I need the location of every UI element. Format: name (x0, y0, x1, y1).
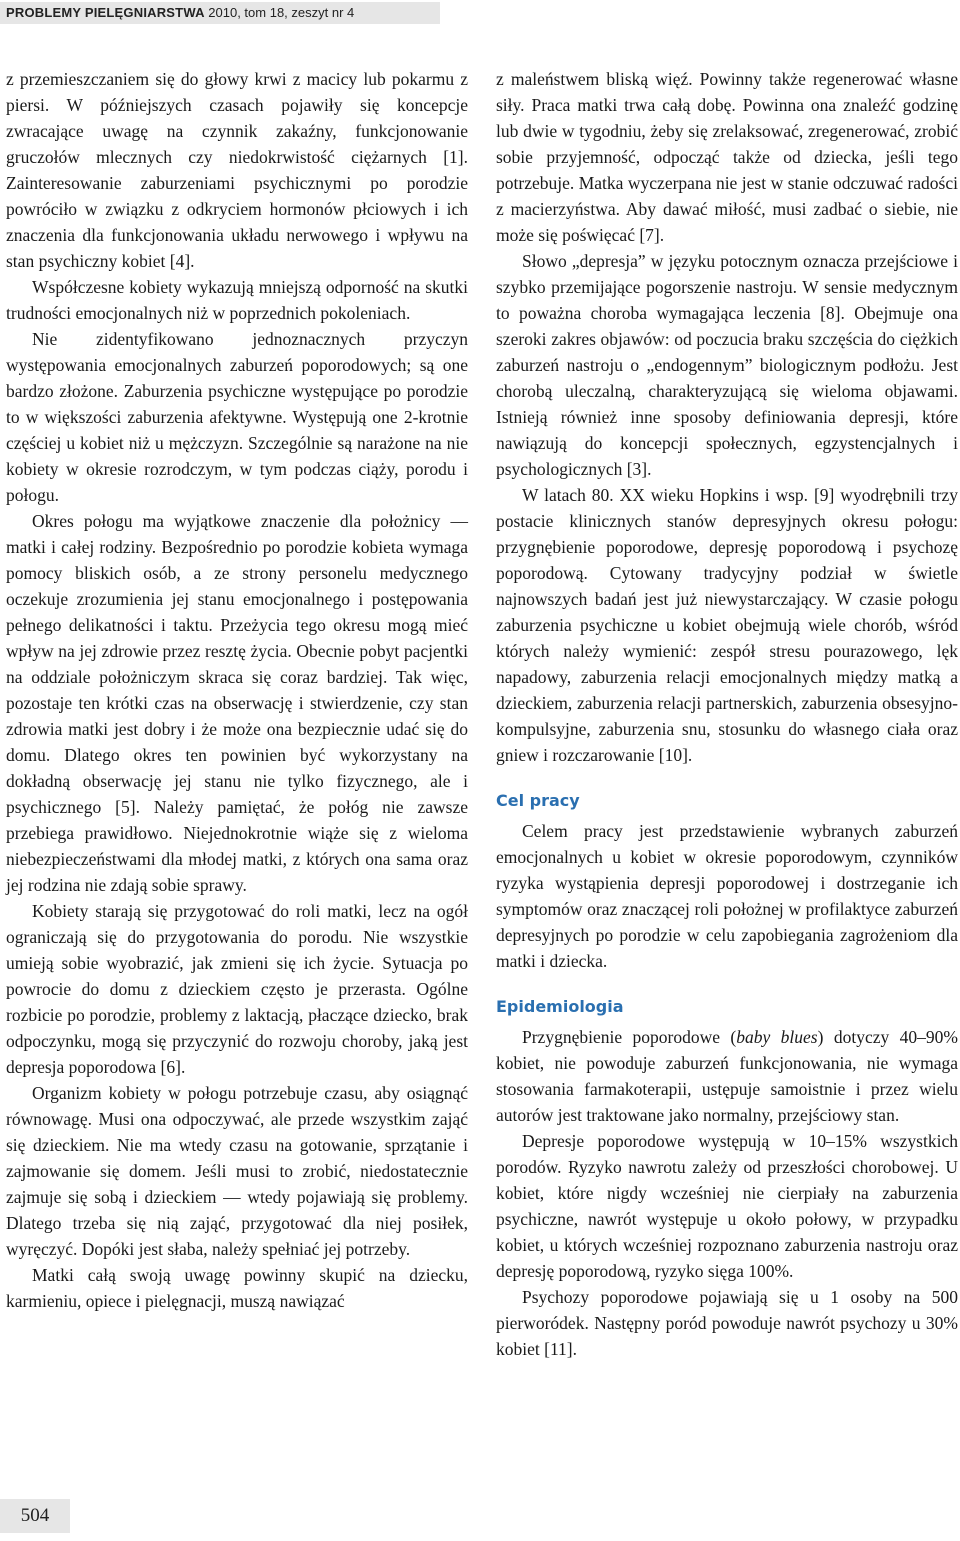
paragraph: Okres połogu ma wyjątkowe znaczenie dla położnicy — matki i całej rodziny. Bezpośrednio po porodzie kobieta wymaga pomocy bliskich osób, a ze strony personelu medycznego oczekuje zrozumienia jej stanu emocjonalnego i postępowania pełnego delikatności i taktu. Przeżycia tego okresu mogą mieć wpływ na jej zdrowie przez resztę życia. Obecnie pobyt pacjentki na oddziale położniczym skraca się coraz bardziej. Tak więc, pozostaje ten krótki czas na obserwację i stwierdzenie, czy stan zdrowia matki jest dobry i że może ona bezpiecznie udać się do domu. Dlatego okres ten powinien być wykorzystany na dokładną obserwację jej stanu nie tylko fizycznego, ale i psychicznego [5]. Należy pamiętać, że połóg nie zawsze przebiega prawidłowo. Niejednokrotnie wiąże się z wieloma niebezpieczeństwami dla młodej matki, z których ona sama oraz jej rodzina nie zdają sobie sprawy. (6, 511, 468, 895)
text-span: ) dotyczy 40–90% kobiet, nie powoduje zaburzeń funkcjonowania, nie wymaga stosowania farmakoterapii, ustępuje samoistnie i przez wielu autorów jest traktowane jako normalny, przejściowy stan. (496, 1027, 958, 1125)
paragraph: Współczesne kobiety wykazują mniejszą odporność na skutki trudności emocjonalnych niż w poprzednich pokoleniach. (6, 277, 468, 323)
paragraph: Depresje poporodowe występują w 10–15% wszystkich porodów. Ryzyko nawrotu zależy od przeszłości chorobowej. U kobiet, które nigdy wcześniej nie cierpiały na zaburzenia psychiczne, nawrót występuje u około połowy, w przypadku kobiet, u których wcześniej rozpoznano zaburzenia nastroju oraz depresję poporodową, ryzyko sięga 100%. (496, 1131, 958, 1281)
page-number: 504 (0, 1499, 70, 1533)
paragraph: z przemieszczaniem się do głowy krwi z macicy lub pokarmu z piersi. W późniejszych czasach pojawiły się koncepcje zwracające uwagę na czynnik zakaźny, funkcjonowanie gruczołów mlecznych czy niedokrwistość ciężarnych [1]. Zainteresowanie zaburzeniami psychicznymi po porodzie powróciło w związku z odkryciem hormonów płciowych i ich znaczenia dla funkcjonowania układu nerwowego i wpływu na stan psychiczny kobiet [4]. (6, 69, 468, 271)
journal-title: PROBLEMY PIELĘGNIARSTWA (6, 5, 205, 20)
paragraph: W latach 80. XX wieku Hopkins i wsp. [9] wyodrębnili trzy postacie klinicznych stanów depresyjnych okresu połogu: przygnębienie poporodowe, depresję poporodową i psychozę poporodową. Cytowany tradycyjny podział w świetle najnowszych badań jest już niewystarczający. W czasie połogu zaburzenia psychiczne u kobiet obejmują wiele chorób, wśród których należy wymienić: zespół stresu pourazowego, lęk napadowy, zaburzenia relacji emocjonalnych między matką a dzieckiem, zaburzenia relacji partnerskich, zaburzenia obsesyjno-kompulsyjne, zaburzenia snu, stosunku do własnego ciała oraz gniew i rozczarowanie [10]. (496, 485, 958, 765)
paragraph: Matki całą swoją uwagę powinny skupić na dziecku, karmieniu, opiece i pielęgnacji, muszą nawiązać (6, 1265, 468, 1311)
italic-term: baby blues (736, 1027, 818, 1047)
journal-header (0, 2, 440, 24)
section-heading-aim: Cel pracy (496, 791, 580, 810)
paragraph: Organizm kobiety w połogu potrzebuje czasu, aby osiągnąć równowagę. Musi ona odpoczywać, ale przede wszystkim zająć się dzieckiem. Nie ma wtedy czasu na gotowanie, sprzątanie i zajmowanie się domem. Jeśli musi to zrobić, niedostatecznie zajmuje się sobą i dzieckiem — wtedy pojawiają się problemy. Dlatego trzeba się nią zająć, przygotować dla niej posiłek, wyręczyć. Dopóki jest słaba, należy spełniać jej potrzeby. (6, 1083, 468, 1259)
paragraph: z maleństwem bliską więź. Powinny także regenerować własne siły. Praca matki trwa całą dobę. Powinna ona znaleźć godzinę lub dwie w tygodniu, żeby się zrelaksować, zregenerować, zrobić sobie przyjemność, odpocząć także od dziecka, jeśli tego potrzebuje. Matka wyczerpana nie jest w stanie odczuwać radości z macierzyństwa. Aby dawać miłość, musi zadbać o siebie, nie może się poświęcać [7]. (496, 69, 958, 245)
right-column (496, 66, 958, 1362)
left-column (6, 66, 468, 1314)
journal-issue: 2010, tom 18, zeszyt nr 4 (208, 5, 355, 20)
paragraph (496, 1024, 958, 1128)
paragraph: Psychozy poporodowe pojawiają się u 1 osoby na 500 pierworódek. Następny poród powoduje nawrót psychozy u 30% kobiet [11]. (496, 1287, 958, 1359)
paragraph: Kobiety starają się przygotować do roli matki, lecz na ogół ograniczają się do przygotowania do porodu. Nie wszystkie umieją sobie wyobrazić, jak zmieni się ich życie. Sytuacja po powrocie do domu z dzieckiem często je przerasta. Ogólne rozbicie po porodzie, problemy z laktacją, płaczące dziecko, brak odpoczynku, mogą się przyczynić do rozwoju choroby, jaką jest depresja poporodowa [6]. (6, 901, 468, 1077)
paragraph: Nie zidentyfikowano jednoznacznych przyczyn występowania emocjonalnych zaburzeń poporodowych; są one bardzo złożone. Zaburzenia psychiczne występujące po porodzie to w większości zaburzenia afektywne. Występują one 2-krotnie częściej u kobiet niż u mężczyzn. Szczególnie są narażone na nie kobiety w okresie rozrodczym, w tym podczas ciąży, porodu i połogu. (6, 329, 468, 505)
paragraph: Celem pracy jest przedstawienie wybranych zaburzeń emocjonalnych u kobiet w okresie poporodowym, czynników ryzyka wystąpienia depresji poporodowej i dostrzeganie ich symptomów oraz znaczącej roli położnej w profilaktyce zaburzeń depresyjnych po porodzie w celu zapobiegania zagrożeniom dla matki i dziecka. (496, 821, 958, 971)
section-heading-epidemiology: Epidemiologia (496, 997, 624, 1016)
paragraph: Słowo „depresja” w języku potocznym oznacza przejściowe i szybko przemijające pogorszenie nastroju. W sensie medycznym to poważna choroba wymagająca leczenia [8]. Obejmuje ona szeroki zakres objawów: od poczucia braku szczęścia do ciężkich zaburzeń nastroju o „endogennym” biologicznym podłożu. Jest chorobą uleczalną, charakteryzującą się wieloma objawami. Istnieją również inne sposoby definiowania depresji, które nawiązują do koncepcji społecznych, egzystencjalnych i psychologicznych [3]. (496, 251, 958, 479)
text-span: Przygnębienie poporodowe ( (522, 1027, 737, 1047)
